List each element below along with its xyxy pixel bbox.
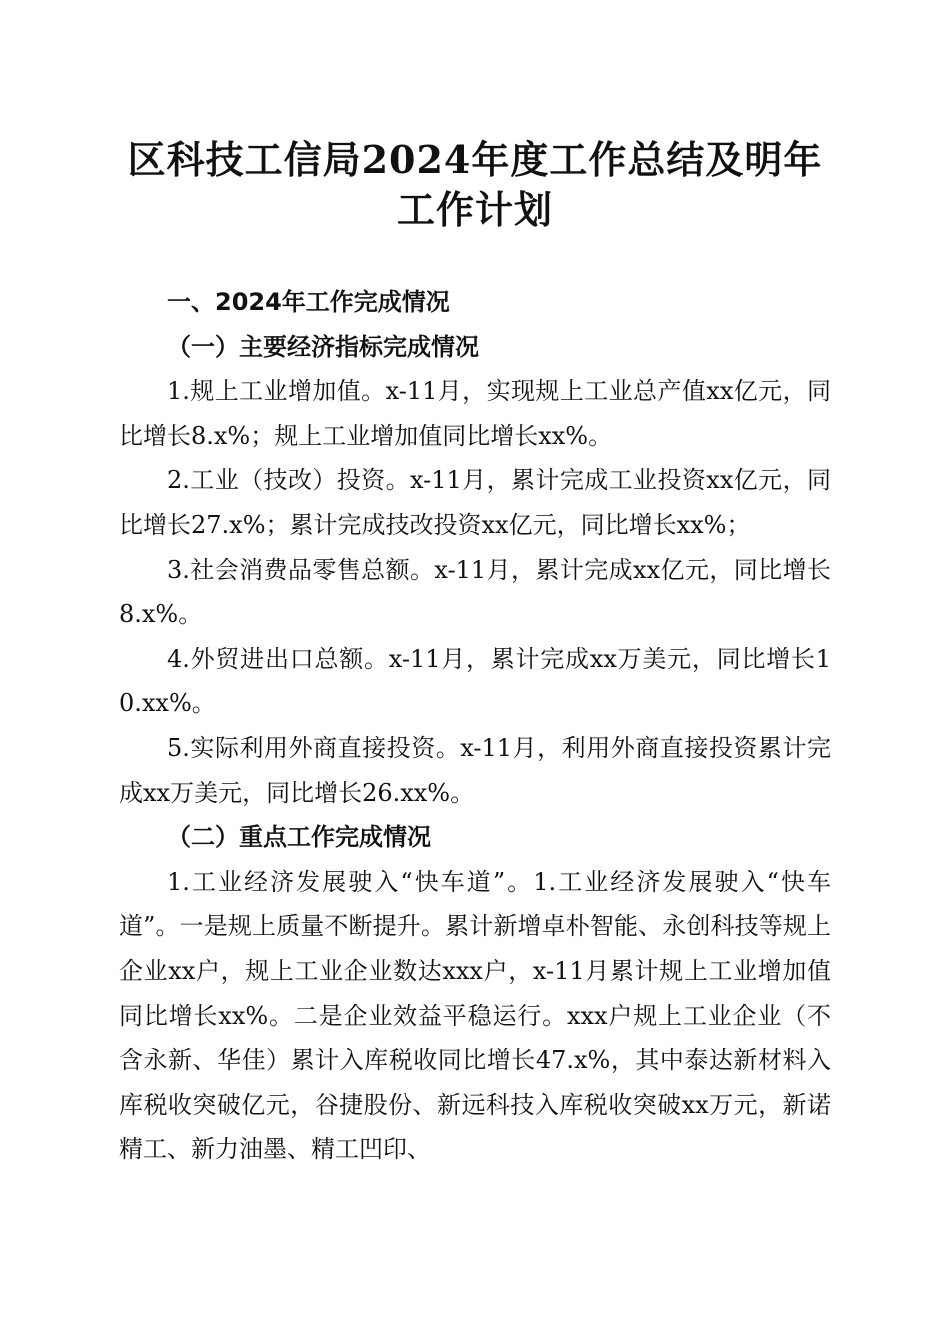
document-body xyxy=(119,280,831,1172)
subsection-heading: （一）主要经济指标完成情况 xyxy=(167,331,479,361)
indicator-paragraph: 4.外贸进出口总额。x-11月，累计完成xx万美元，同比增长10.xx%。 xyxy=(119,644,831,718)
section-heading: 一、2024年工作完成情况 xyxy=(167,288,450,316)
indicator-paragraph: 5.实际利用外商直接投资。x-11月，利用外商直接投资累计完成xx万美元，同比增长26.xx%。 xyxy=(119,733,831,807)
indicator-paragraph: 1.规上工业增加值。x-11月，实现规上工业总产值xx亿元，同比增长8.x%；规上工业增加值同比增长xx%。 xyxy=(119,377,831,450)
key-work-paragraph: 1.工业经济发展驶入“快车道”。1.工业经济发展驶入“快车道”。一是规上质量不断提升。累计新增卓朴智能、永创科技等规上企业xx户，规上工业企业数达xxx户，x-11月累计规上工业增加值同比增长xx%。二是企业效益平稳运行。xxx户规上工业企业（不含永新、华佳）累计入库税收同比增长47.x%，其中泰达新材料入库税收突破亿元，谷捷股份、新远科技入库税收突破xx万元，新诺精工、新力油墨、精工凹印、 xyxy=(119,867,831,1164)
document-title: 区科技工信局2024年度工作总结及明年工作计划 xyxy=(127,137,823,232)
subsection-heading: （二）重点工作完成情况 xyxy=(167,822,431,852)
indicator-paragraph: 2.工业（技改）投资。x-11月，累计完成工业投资xx亿元，同比增长27.x%；累计完成技改投资xx亿元，同比增长xx%； xyxy=(119,466,831,539)
indicator-paragraph: 3.社会消费品零售总额。x-11月，累计完成xx亿元，同比增长8.x%。 xyxy=(119,555,831,629)
